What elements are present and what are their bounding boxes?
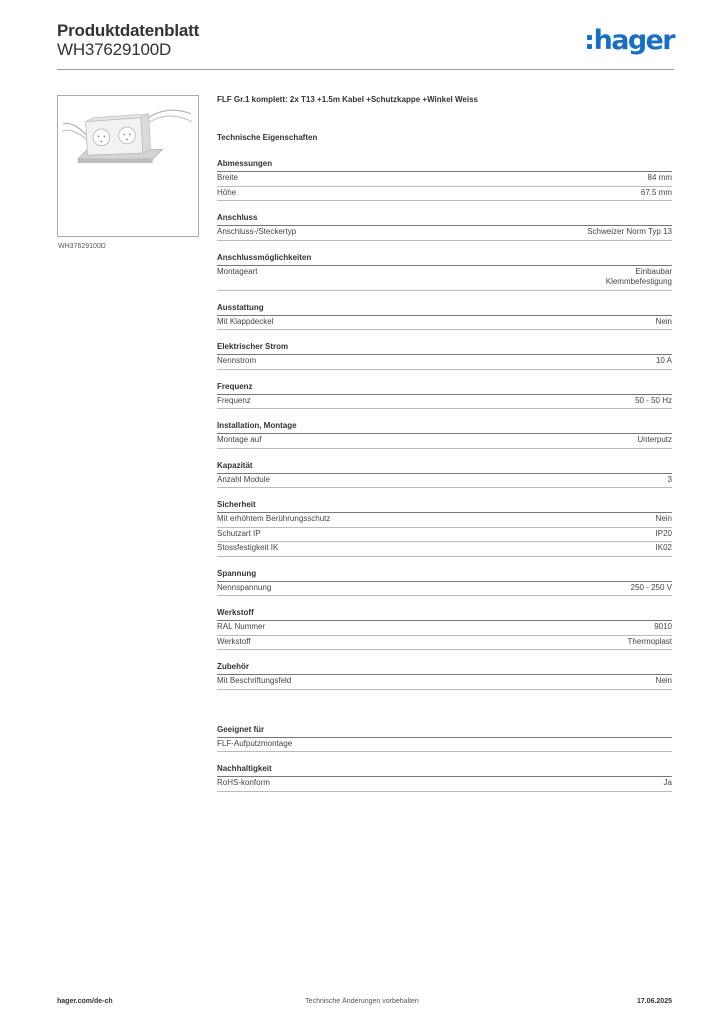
section-spannung: [217, 568, 672, 597]
spec-row: [217, 621, 672, 636]
section-anschlussmoeglichkeiten: [217, 252, 672, 291]
spec-value: 67.5 mm: [640, 187, 672, 197]
spec-row: [217, 582, 672, 597]
spec-row: [217, 355, 672, 370]
article-number: WH37629100D: [57, 40, 172, 59]
spec-label: Anzahl Module: [217, 474, 270, 484]
spec-label: Höhe: [217, 187, 237, 197]
spec-value: 50 - 50 Hz: [635, 395, 672, 405]
spec-label: RAL Nummer: [217, 622, 266, 631]
spec-value: Nein: [655, 676, 672, 685]
section-elektrischer-strom: [217, 341, 672, 370]
spec-value: Nein: [655, 514, 672, 523]
spec-label: Stossfestigkeit IK: [217, 543, 279, 552]
spec-value: 9010: [654, 622, 672, 631]
section-sicherheit: [217, 499, 672, 557]
section-title: Frequenz: [217, 381, 672, 395]
section-title: Kapazität: [217, 460, 672, 474]
section-title: Installation, Montage: [217, 420, 672, 434]
spec-row: [217, 513, 672, 528]
spec-row: [217, 675, 672, 690]
spec-label: Werkstoff: [217, 636, 251, 646]
section-abmessungen: [217, 158, 672, 201]
spec-value: 3: [667, 474, 672, 484]
spec-label: Mit Klappdeckel: [217, 316, 274, 326]
spec-row: [217, 474, 672, 489]
section-nachhaltigkeit: [217, 763, 672, 792]
spec-label: Schutzart IP: [217, 528, 261, 538]
spec-value: Schweizer Norm Typ 13: [587, 227, 672, 236]
section-anschluss: [217, 212, 672, 241]
spec-sheet: [217, 95, 672, 792]
spec-label: Nennstrom: [217, 356, 257, 365]
footer-date: 17.06.2025: [636, 998, 672, 1005]
spec-value: 84 mm: [647, 173, 672, 182]
spec-row: [217, 187, 672, 202]
section-title: Werkstoff: [217, 607, 672, 621]
spec-value: 250 - 250 V: [630, 582, 672, 592]
spec-row: [217, 226, 672, 241]
spec-row: [217, 528, 672, 543]
spec-label: RoHS-konform: [217, 778, 270, 787]
spec-label: Breite: [217, 173, 238, 182]
page-title: Produktdatenblatt: [57, 21, 200, 40]
section-title: Anschluss: [217, 212, 672, 226]
spec-label: Mit erhöhtem Berührungsschutz: [217, 514, 331, 523]
section-title: Anschlussmöglichkeiten: [217, 252, 672, 266]
header-divider: [57, 69, 674, 70]
section-installation: [217, 420, 672, 449]
logo-dots-icon: [587, 30, 593, 50]
spec-row: [217, 434, 672, 449]
footer-website-link[interactable]: hager.com/de-ch: [57, 998, 113, 1005]
spec-value: Thermoplast: [627, 636, 672, 646]
spec-label: Anschluss-/Steckertyp: [217, 227, 297, 236]
image-caption: WH37629100D: [58, 243, 106, 250]
spec-label: FLF-Aufputzmontage: [217, 738, 293, 748]
spec-value: Unterputz: [637, 435, 672, 444]
section-ausstattung: [217, 302, 672, 331]
spec-row: [217, 172, 672, 187]
hager-logo: [587, 27, 674, 54]
section-title: Elektrischer Strom: [217, 341, 672, 355]
section-werkstoff: [217, 607, 672, 650]
footer-notice: Technische Änderungen vorbehalten: [305, 998, 419, 1005]
spec-value-line: Einbaubar: [635, 266, 672, 276]
section-kapazitaet: [217, 460, 672, 489]
spec-row: [217, 395, 672, 410]
spec-label: Mit Beschriftungsfeld: [217, 676, 292, 685]
section-zubehoer: [217, 661, 672, 690]
section-geeignet-fuer: [217, 724, 672, 753]
section-title: Abmessungen: [217, 158, 672, 172]
section-frequenz: [217, 381, 672, 410]
spec-row: [217, 542, 672, 557]
spec-value: Nein: [655, 316, 672, 326]
spec-row: [217, 777, 672, 792]
spec-value: IK02: [655, 543, 672, 552]
spec-row: [217, 266, 672, 291]
product-name: FLF Gr.1 komplett: 2x T13 +1.5m Kabel +Schutzkappe +Winkel Weiss: [217, 95, 478, 104]
spec-row: [217, 738, 672, 753]
logo-text: hager: [593, 25, 674, 56]
section-title: Zubehör: [217, 661, 672, 675]
spec-value-line: Klemmbefestigung: [605, 277, 672, 286]
spec-value: Ja: [663, 778, 672, 787]
section-title: Sicherheit: [217, 499, 672, 513]
spec-label: Frequenz: [217, 395, 251, 405]
spec-value: IP20: [655, 528, 672, 538]
spec-row: [217, 636, 672, 651]
spec-label: Montage auf: [217, 435, 262, 444]
section-title: Spannung: [217, 568, 672, 582]
socket-outlet-icon: [58, 96, 198, 236]
section-title: Geeignet für: [217, 724, 672, 738]
spec-label: Montageart: [217, 266, 258, 276]
product-image: [57, 95, 199, 237]
section-title: Nachhaltigkeit: [217, 763, 672, 777]
spec-label: Nennspannung: [217, 582, 272, 592]
tech-properties-heading: Technische Eigenschaften: [217, 133, 318, 142]
spec-row: [217, 316, 672, 331]
section-title: Ausstattung: [217, 302, 672, 316]
spec-value: [606, 267, 672, 288]
spec-value: 10 A: [655, 356, 672, 365]
